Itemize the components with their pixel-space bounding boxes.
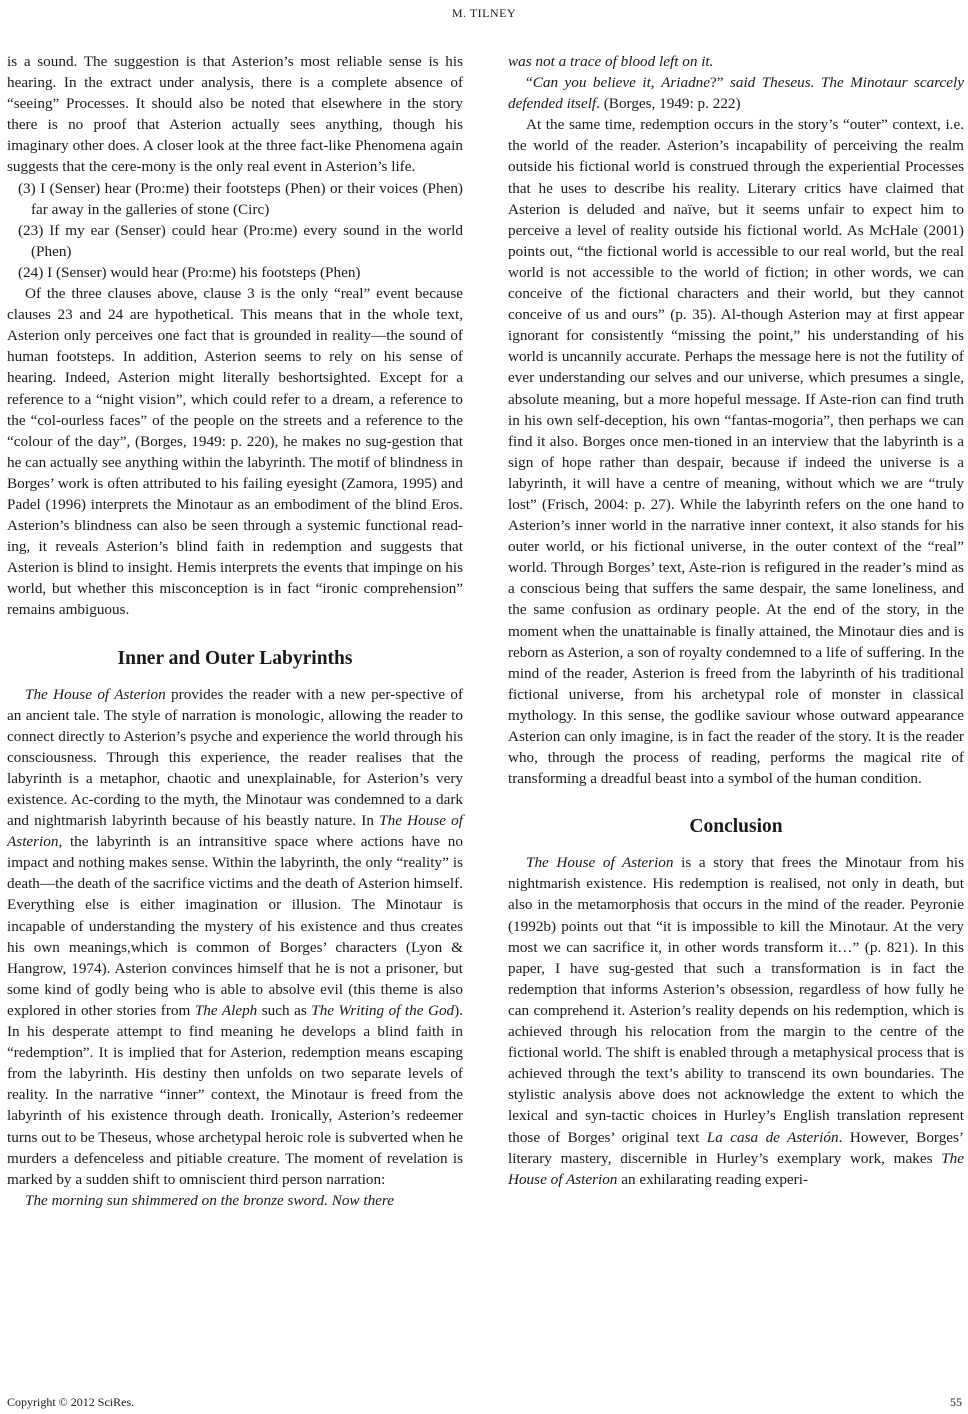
paragraph-3-text-b: , the labyrinth is an intransitive space where actions have no impact and nothing makes sense. Within the labyrinth, the only “reality” is death—the death of the sacrifice victims and the death of Asterion himself. Everything else is either imagination or illusion. The Minotaur is incapable of understanding the mystery of his existence and thus creates his own meanings,which is common of Borges’ characters (Lyon & Hangrow, 1974). Asterion convinces himself that he is not a prisoner, but some kind of godly being who is able to absolve evil (this theme is also explored in other stories from	[7, 833, 463, 1019]
running-head: M. TILNEY	[451, 6, 517, 20]
example-23: (23) If my ear (Senser) could hear (Pro:me) every sound in the world (Phen)	[18, 221, 463, 260]
paragraph-3	[7, 684, 463, 1190]
work-title: The Aleph	[194, 1001, 258, 1019]
paragraph-1: is a sound. The suggestion is that Asterion’s most reliable sense is his hearing. In the extract under analysis, there is a complete absence of “seeing” Processes. It should also be noted that elsewhere in the story there is no proof that Asterion actually sees anything, though his imaginary other does. A closer look at the three fact-like Phenomena again suggests that the cere-mony is the only real event in Asterion’s life.	[7, 53, 463, 176]
paragraph-3-text-d: ). In his desperate attempt to find meaning he develops a blind faith in “redemption”. It is implied that for Asterion, redemption means escaping from the labyrinth. His destiny then unfolds on two separate levels of reality. In the narrative “inner” context, the Minotaur is freed from the labyrinth of his existence through death. Ironically, Asterion’s redeemer turns out to be Theseus, whose archetypal heroic role is subverted when he murders a defenceless and pitiable creature. The moment of revelation is marked by a sudden shift to omniscient third person narration:	[7, 1001, 463, 1188]
page-number: 55	[950, 1395, 962, 1409]
work-title: The House of Asterion	[508, 1149, 964, 1188]
paragraph-3-text-c: such as	[257, 1001, 312, 1019]
quote-text: said Theseus. The Minotaur scarcely defended itself	[508, 74, 964, 113]
section-heading-conclusion: Conclusion	[689, 816, 783, 838]
paragraph-5-text-a: is a story that frees the Minotaur from his nightmarish existence. His redemption is realised, not only in death, but also in the metamorphosis that occurs in the mind of the reader. Peyronie (1992b) points out that “it is impossible to kill the Minotaur. At the very most we can sacrifice it, in other words transform it…” (p. 821). In this paper, I have sug-gested that such a transformation is in fact the redemption that informs Asterion’s obsession, regardless of how fully he can comprehend it. Asterion’s reality depends on his redemption, which is achieved through his relocation from the margin to the centre of the fictional world. The shift is enabled through a metaphysical process that is achieved through the text’s ability to transcend its own boundaries. The stylistic analysis above does not acknowledge the extent to which the lexical and syn-tactic choices in Hurley’s English translation represent those of Borges’ original text	[508, 854, 964, 1146]
work-title: The Writing of the God	[311, 1001, 455, 1019]
paragraph-3-text-a: provides the reader with a new per-spective of an ancient tale. The style of narration is monologic, allowing the reader to connect directly to Asterion’s psyche and experience the world through his consciousness. Through this experience, the reader realises that the labyrinth is a metaphor, chaotic and unexplainable, for Asterion’s very existence. Ac-cording to the myth, the Minotaur was condemned to a dark and nightmarish labyrinth because of his beastly nature. In	[7, 685, 463, 830]
quote-mark: “	[526, 74, 533, 92]
example-24: (24) I (Senser) would hear (Pro:me) his footsteps (Phen)	[18, 263, 361, 281]
right-column	[508, 51, 964, 1190]
quote-text: Ariadne	[661, 74, 710, 92]
paragraph-5	[508, 852, 964, 1190]
work-title: La casa de Asterión	[706, 1128, 839, 1146]
paragraph-5-text-c: an exhilarating reading experi-	[617, 1170, 809, 1188]
block-quote-start: The morning sun shimmered on the bronze sword. Now there	[25, 1191, 394, 1209]
quote-text: ,	[650, 74, 662, 92]
work-title: The House of Asterion	[7, 812, 463, 851]
paragraph-5-text-b: . However, Borges’ literary mastery, discernible in Hurley’s exemplary work, makes	[508, 1128, 964, 1167]
quote-text: ?”	[710, 74, 730, 92]
left-column	[7, 51, 463, 1211]
example-3: (3) I (Senser) hear (Pro:me) their footsteps (Phen) or their voices (Phen) far away in the galleries of stone (Circ)	[18, 179, 463, 218]
work-title: The House of Asterion	[25, 685, 166, 703]
paragraph-2: Of the three clauses above, clause 3 is the only “real” event because clauses 23 and 24 are hypothetical. This means that in the whole text, Asterion only perceives one fact that is grounded in reality—the sound of human footsteps. In addition, Asterion seems to rely on his sense of hearing. Indeed, Asterion might literally beshortsighted. Except for a reference to a “night vision”, which could refer to a dream, a reference to the “col-ourless faces” of the people on the streets and a reference to the “colour of the day”, (Borges, 1949: p. 220), he makes no sug-gestion that he can actually see anything within the labyrinth. The motif of blindness in Borges’ work is often attributed to his failing eyesight (Zamora, 1995) and Padel (1996) interprets the Minotaur as an embodiment of the blind Eros. Asterion’s blindness can also be seen through a systemic functional read-ing, it reveals Asterion’s blind faith in redemption and suggests that Asterion is blind to insight. Hemis interprets the events that impinge on his world, but whether this misconception is in fact “ironic comprehension” remains ambiguous.	[7, 285, 463, 619]
quote-text: Can you believe it	[532, 74, 651, 92]
copyright-notice: Copyright © 2012 SciRes.	[7, 1395, 135, 1409]
citation: . (Borges, 1949: p. 222)	[596, 95, 741, 113]
block-quote-2	[508, 72, 964, 114]
work-title: The House of Asterion	[526, 854, 674, 872]
block-quote-end: was not a trace of blood left on it.	[508, 53, 714, 70]
section-heading-labyrinths: Inner and Outer Labyrinths	[117, 647, 353, 669]
paragraph-4: At the same time, redemption occurs in the story’s “outer” context, i.e. the world of the reader. Asterion’s incapability of perceiving the realm outside his fictional world is construed through the experiential Processes that he uses to describe his reality. Literary critics have claimed that Asterion is deluded and naïve, but it seems unfair to expect him to perceive a level of reality outside his fictional world. As McHale (2001) points out, “the fictional world is accessible to our real world, but the real world is not accessible to the world of fiction; in other words, we can conceive of the fictional characters and their world, but they cannot conceive of us and ours” (p. 35). Al-though Asterion may at first appear ignorant for consistently “missing the point,” his understanding of his world is uncannily accurate. Perhaps the message here is not the futility of ever understanding our selves and our universe, which presumes a single, absolute meaning, but a more hopeful message. If Aste-rion can find truth in his own self-deception, his own “fantas-mogoria”, then perhaps we can find it also. Borges once men-tioned in an interview that the labyrinth is a sign of hope rather than despair, because if indeed the universe is a labyrinth, it will have a centre of meaning, without which we are “truly lost” (Frisch, 2004: p. 27). While the labyrinth refers on the one hand to Asterion’s inner world in the narrative inner context, it also stands for his outer world, or his fictional universe, in the outer context of the “real” world. Through Borges’ text, Aste-rion is refigured in the reader’s mind as a conscious being that suffers the same despair, the same loneliness, and the same confusion as ordinary people. At the end of the story, in the moment when the unattainable is finally attained, the Minotaur dies and is reborn as Asterion, a son of royalty condemned to a life of suffering. In the mind of the reader, Asterion is freed from the labyrinth of his traditional fictional universe, from his archetypal role of monster in classical mythology. In this sense, the godlike saviour whose outward appearance Asterion can only imagine, is in fact the reader of the story. It is the reader who, through the process of reading, performs the magical rite of transforming a dreadful beast into a symbol of the human condition.	[508, 116, 964, 788]
